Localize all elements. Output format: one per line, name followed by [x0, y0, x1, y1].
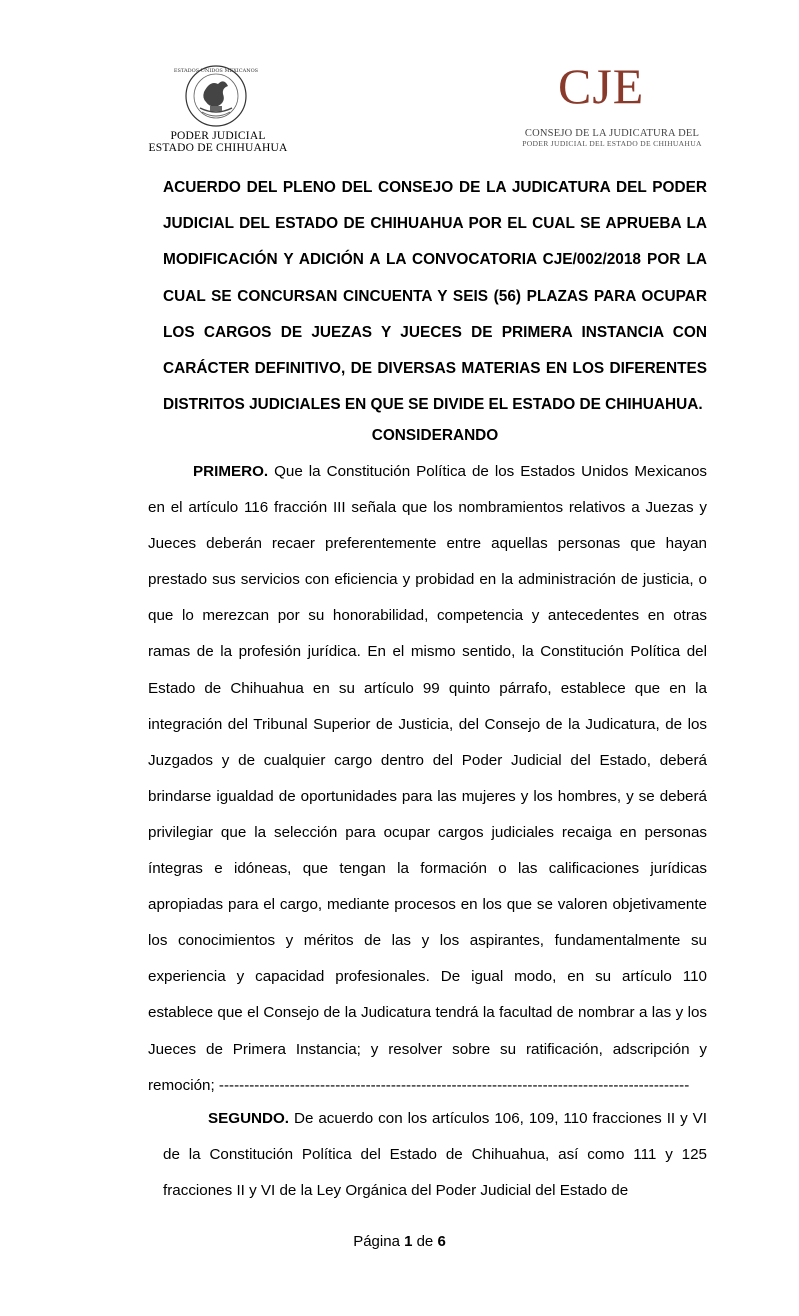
paragraph-text: De acuerdo con los artículos 106, 109, 110 fracciones II y VI de la Constitución Política del Estado de Chihuahua, así como 111 y 125 fracciones II y VI de la Ley Orgánica del Poder Judicial del Estado de [163, 1110, 707, 1200]
paragraph-lead: SEGUNDO. [208, 1110, 290, 1127]
estado-chihuahua-line: ESTADO DE CHIHUAHUA [148, 142, 288, 154]
paragraph-segundo [163, 1101, 707, 1209]
total-pages: 6 [437, 1233, 446, 1250]
page-label: Página [353, 1233, 405, 1250]
page-of-label: de [412, 1233, 438, 1250]
current-page: 1 [404, 1233, 413, 1250]
page-number-footer [0, 1232, 799, 1252]
cje-logo-line2: PODER JUDICIAL DEL ESTADO DE CHIHUAHUA [522, 139, 702, 148]
poder-judicial-line: PODER JUDICIAL [170, 130, 266, 142]
national-seal-logo [166, 62, 266, 134]
poder-judicial-logo-text [138, 130, 298, 154]
paragraph-primero [148, 454, 707, 1104]
cje-logo-mark: CJE [558, 58, 645, 114]
document-title: ACUERDO DEL PLENO DEL CONSEJO DE LA JUDICATURA DEL PODER JUDICIAL DEL ESTADO DE CHIHUAHUA POR EL CUAL SE APRUEBA LA MODIFICACIÓN Y ADICIÓN A LA CONVOCATORIA CJE/002/2018 POR LA CUAL SE CONCURSAN CINCUENTA Y SEIS (56) PLAZAS PARA OCUPAR LOS CARGOS DE JUEZAS Y JUECES DE PRIMERA INSTANCIA CON CARÁCTER DEFINITIVO, DE DIVERSAS MATERIAS EN LOS DIFERENTES DISTRITOS JUDICIALES EN QUE SE DIVIDE EL ESTADO DE CHIHUAHUA. [163, 179, 707, 414]
seal-text: ESTADOS UNIDOS MEXICANOS [173, 68, 259, 74]
paragraph-text: Que la Constitución Política de los Estados Unidos Mexicanos en el artículo 116 fracción III señala que los nombramientos relativos a Juezas y Jueces deberán recaer preferentemente entre aquellas personas que hayan prestado sus servicios con eficiencia y probidad en la administración de justicia, o que lo merezcan por su honorabilidad, competencia y antecedentes en otras ramas de la profesión jurídica. En el mismo sentido, la Constitución Política del Estado de Chihuahua en su artículo 99 quinto párrafo, establece que en la integración del Tribunal Superior de Justicia, del Consejo de la Judicatura, de los Juzgados y de cualquier cargo dentro del Poder Judicial del Estado, deberá brindarse igualdad de oportunidades para las mujeres y los hombres, y se deberá privilegiar que la selección para ocupar cargos judiciales recaiga en personas íntegras e idóneas, que tengan la formación o las calificaciones jurídicas apropiadas para el cargo, mediante procesos en los que se valoren objetivamente los conocimientos y méritos de las y los aspirantes, fundamentalmente su experiencia y capacidad profesionales. De igual modo, en su artículo 110 establece que el Consejo de la Judicatura tendrá la facultad de nombrar a las y los Jueces de Primera Instancia; y resolver sobre su ratificación, adscripción y remoción; --------------------------------------------------------------------------------------------- [148, 463, 707, 1094]
section-heading: CONSIDERANDO [371, 427, 499, 444]
paragraph-lead: PRIMERO. [193, 463, 269, 480]
cje-logo-line1: CONSEJO DE LA JUDICATURA DEL [524, 128, 700, 139]
